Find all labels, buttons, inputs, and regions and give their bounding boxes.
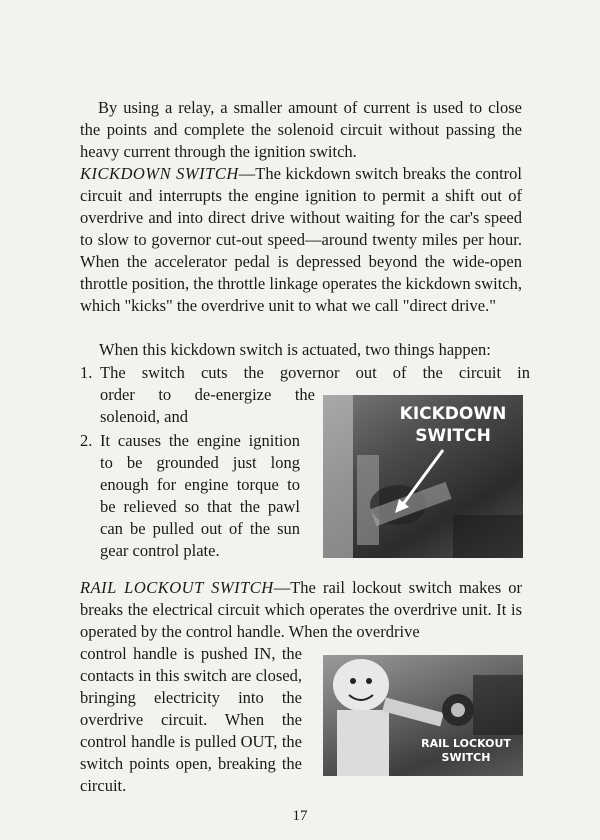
- kickdown-switch-photo: [323, 395, 523, 558]
- kickdown-body: —The kickdown switch breaks the control circuit and interrupts the engine ignition to permit a shift out of overdrive and into direct drive without waiting for the car's speed to slow to governor cut-out speed—around twenty miles per hour. When the accelerator pedal is depressed beyond the wide-open throttle position, the throttle linkage operates the kickdown switch, which "kicks" the overdrive unit to what we call "direct drive.": [80, 164, 522, 315]
- list-text-line: The switch cuts the governor out of the circuit in: [100, 363, 530, 382]
- list-text-line: solenoid, and: [100, 407, 188, 426]
- page-number: 17: [292, 808, 308, 824]
- rail-lockout-heading: RAIL LOCKOUT SWITCH: [80, 578, 274, 597]
- list-number: 2.: [80, 431, 93, 450]
- list-item: [80, 430, 300, 575]
- list-number: 1.: [80, 363, 93, 382]
- paragraph-rail-lockout: [80, 577, 522, 643]
- list-text-line: order to de-energize the: [100, 385, 315, 404]
- list-intro: When this kickdown switch is actuated, two things happen:: [99, 340, 491, 359]
- paragraph-kickdown: [80, 163, 522, 317]
- paragraph-rail-lockout-continued: control handle is pushed IN, the contacts in this switch are closed, bringing electricity into the overdrive circuit. When the control handle is pulled OUT, the switch points open, breaking the circuit.: [80, 644, 302, 795]
- paragraph-relay: By using a relay, a smaller amount of current is used to close the points and complete the solenoid circuit without passing the heavy current through the ignition switch.: [80, 98, 522, 161]
- kickdown-switch-label: KICKDOWN SWITCH: [399, 404, 507, 446]
- kickdown-heading: KICKDOWN SWITCH: [80, 164, 239, 183]
- list-text: It causes the engine ignition to be grounded just long enough for engine torque to be relieved so that the pawl can be pulled out of the sun gear control plate.: [100, 431, 300, 560]
- rail-lockout-body: —The rail lockout switch makes or breaks the electrical circuit which operates the overdrive unit. It is operated by the control handle. When the overdrive: [80, 578, 522, 641]
- rail-lockout-switch-label: RAIL LOCKOUT SWITCH: [421, 737, 511, 764]
- rail-lockout-switch-photo: [323, 655, 523, 776]
